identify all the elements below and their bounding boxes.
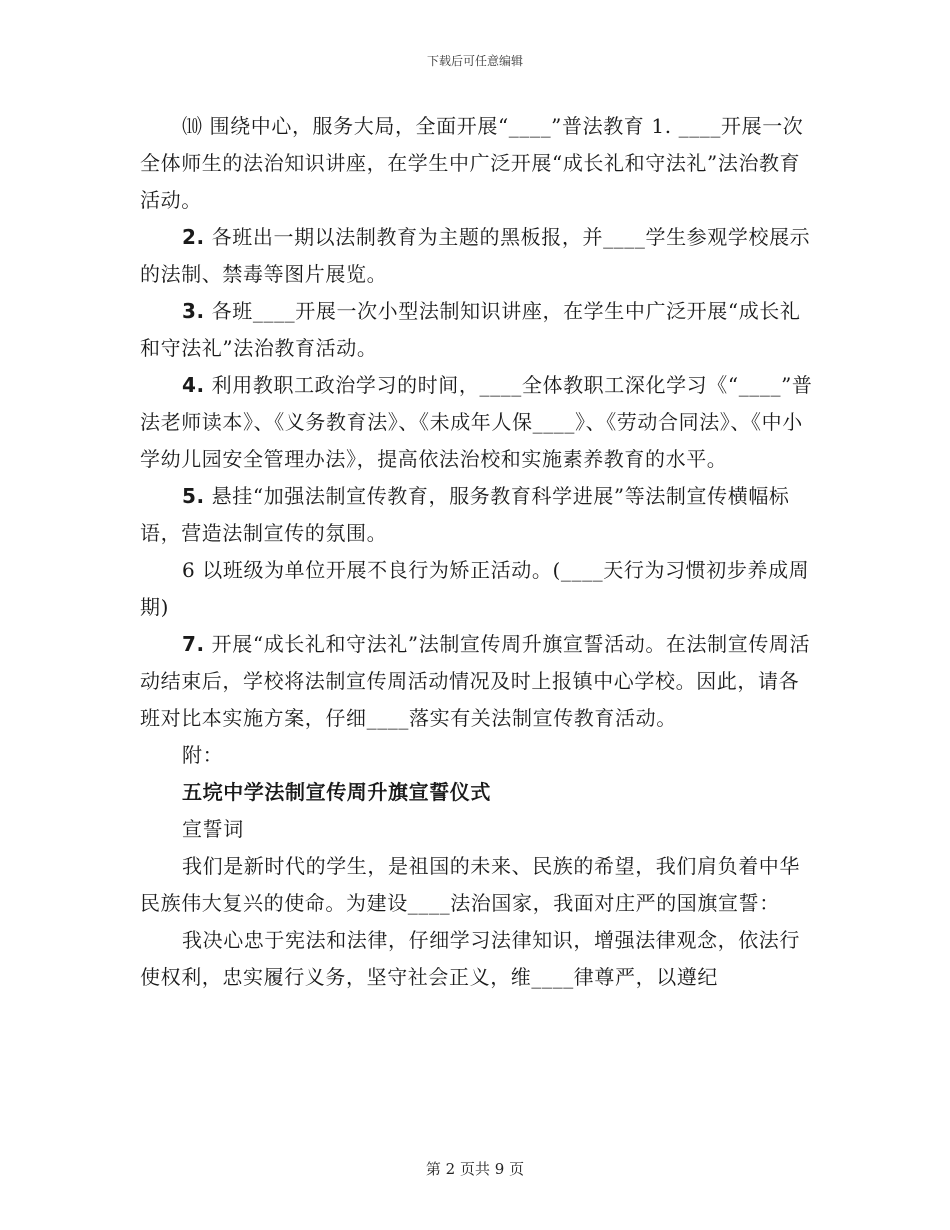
item-number: 2. <box>182 225 205 249</box>
appendix-subtitle: 宣誓词 <box>182 817 244 841</box>
page-header: 下载后可任意编辑 <box>426 54 523 68</box>
appendix-label <box>140 737 815 774</box>
paragraph-3 <box>140 293 815 367</box>
paragraph-text: 附： <box>182 743 224 767</box>
paragraph-text: 各班____开展一次小型法制知识讲座，在学生中广泛开展“成长礼和守法礼”法治教育活动。 <box>140 299 801 360</box>
oath-paragraph-1: 我们是新时代的学生，是祖国的未来、民族的希望，我们肩负着中华民族伟大复兴的使命。为建设____法治国家，我面对庄严的国旗宣誓： <box>140 854 800 915</box>
paragraph-text: 悬挂“加强法制宣传教育，服务教育科学进展”等法制宣传横幅标语，营造法制宣传的氛围。 <box>140 484 790 545</box>
paragraph-text: 各班出一期以法制教育为主题的黑板报，并____学生参观学校展示的法制、禁毒等图片展览。 <box>140 225 811 286</box>
paragraph-7 <box>140 626 815 737</box>
item-number: 5. <box>182 484 205 508</box>
oath-paragraph-2: 我决心忠于宪法和法律，仔细学习法律知识，增强法律观念，依法行使权利，忠实履行义务，坚守社会正义，维____律尊严，以遵纪 <box>140 928 800 989</box>
item-number: 7. <box>182 632 205 656</box>
paragraph-2 <box>140 219 815 293</box>
appendix-title: 五垸中学法制宣传周升旗宣誓仪式 <box>182 780 491 804</box>
paragraph-text: 利用教职工政治学习的时间，____全体教职工深化学习《“____”普法老师读本》、《义务教育法》、《未成年人保____》、《劳动合同法》、《中小学幼儿园安全管理办法》，提高依法治校和实施素养教育的水平。 <box>140 373 813 471</box>
paragraph-text: 6 以班级为单位开展不良行为矫正活动。(____天行为习惯初步养成周期) <box>140 558 810 619</box>
paragraph-5 <box>140 478 815 552</box>
item-number: 4. <box>182 373 205 397</box>
paragraph-text: 开展“成长礼和守法礼”法制宣传周升旗宣誓活动。在法制宣传周活动结束后，学校将法制宣传周活动情况及时上报镇中心学校。因此，请各班对比本实施方案，仔细____落实有关法制宣传教育活动。 <box>140 632 811 730</box>
paragraph-text: ⑽ 围绕中心，服务大局，全面开展“____”普法教育 1. ____开展一次全体师生的法治知识讲座，在学生中广泛开展“成长礼和守法礼”法治教育活动。 <box>140 114 804 212</box>
page-footer: 第 2 页共 9 页 <box>425 1160 525 1178</box>
document-body <box>140 108 815 996</box>
paragraph-4 <box>140 367 815 478</box>
item-number: 3. <box>182 299 205 323</box>
paragraph-1 <box>140 108 815 219</box>
paragraph-6 <box>140 552 815 626</box>
